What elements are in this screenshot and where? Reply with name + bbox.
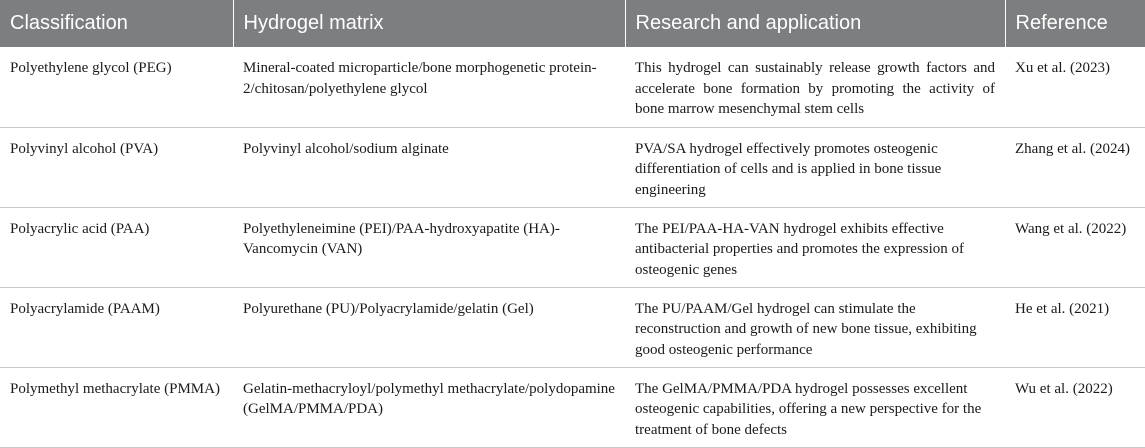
cell-application: PVA/SA hydrogel effectively promotes osteogenic differentiation of cells and is applied in bone tissue engineering [625,127,1005,207]
table-row [0,127,1145,207]
table-row [0,367,1145,447]
header-hydrogel-matrix: Hydrogel matrix [233,0,625,47]
cell-classification: Polyvinyl alcohol (PVA) [0,127,233,207]
cell-matrix: Gelatin-methacryloyl/polymethyl methacrylate/polydopamine (GelMA/PMMA/PDA) [233,367,625,447]
cell-matrix: Polyurethane (PU)/Polyacrylamide/gelatin (Gel) [233,287,625,367]
cell-classification: Polyacrylic acid (PAA) [0,207,233,287]
table-body [0,47,1145,447]
table-row [0,207,1145,287]
header-row [0,0,1145,47]
cell-matrix: Mineral-coated microparticle/bone morphogenetic protein-2/chitosan/polyethylene glycol [233,47,625,127]
cell-reference: Zhang et al. (2024) [1005,127,1145,207]
table-row [0,47,1145,127]
header-classification: Classification [10,12,128,34]
header-research-application: Research and application [625,0,1005,47]
cell-reference: Xu et al. (2023) [1005,47,1145,127]
cell-matrix: Polyethyleneimine (PEI)/PAA-hydroxyapatite (HA)-Vancomycin (VAN) [233,207,625,287]
cell-matrix: Polyvinyl alcohol/sodium alginate [233,127,625,207]
table-row [0,287,1145,367]
cell-classification: Polyethylene glycol (PEG) [0,47,233,127]
cell-application: The GelMA/PMMA/PDA hydrogel possesses excellent osteogenic capabilities, offering a new perspective for the treatment of bone defects [625,367,1005,447]
cell-application: The PU/PAAM/Gel hydrogel can stimulate the reconstruction and growth of new bone tissue, exhibiting good osteogenic performance [625,287,1005,367]
cell-reference: Wu et al. (2022) [1005,367,1145,447]
table-header [0,0,1145,47]
cell-classification: Polymethyl methacrylate (PMMA) [0,367,233,447]
header-reference: Reference [1005,0,1145,47]
cell-classification: Polyacrylamide (PAAM) [0,287,233,367]
cell-application: This hydrogel can sustainably release growth factors and accelerate bone formation by promoting the activity of bone marrow mesenchymal stem cells [625,47,1005,127]
cell-application: The PEI/PAA-HA-VAN hydrogel exhibits effective antibacterial properties and promotes the expression of osteogenic genes [625,207,1005,287]
cell-reference: He et al. (2021) [1005,287,1145,367]
cell-reference: Wang et al. (2022) [1005,207,1145,287]
